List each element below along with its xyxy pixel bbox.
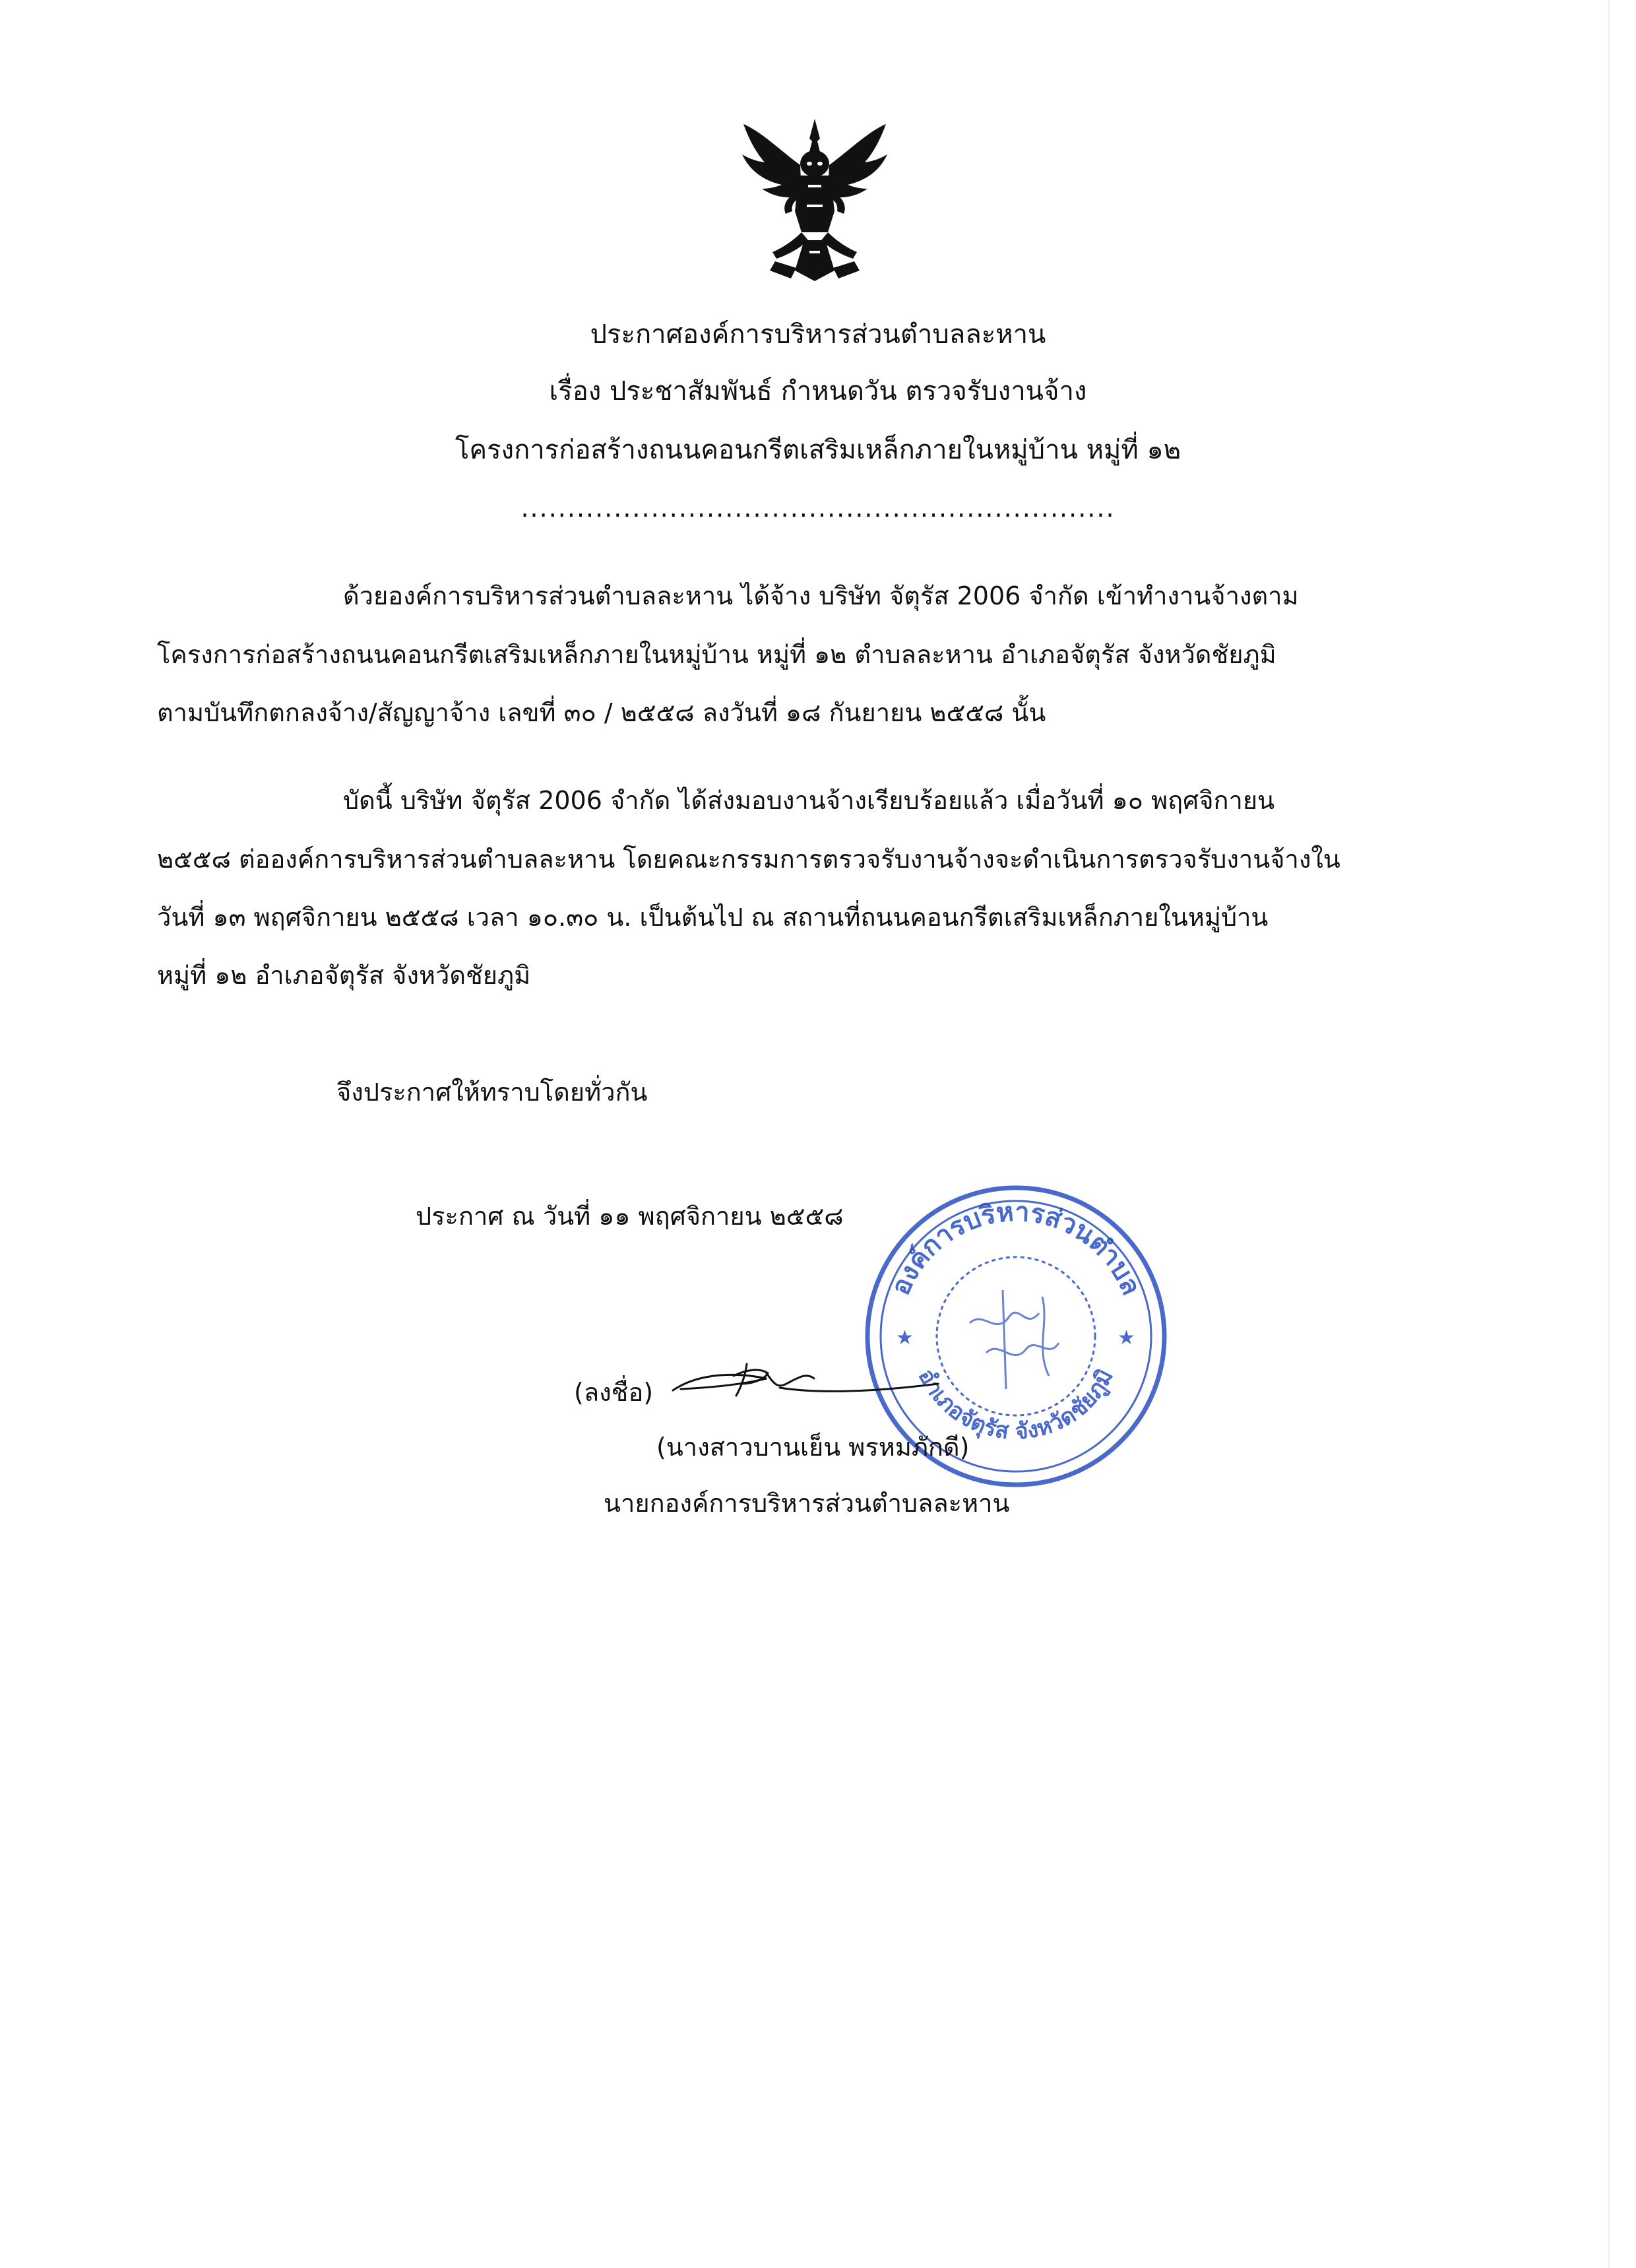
paragraph2-line4: หมู่ที่ ๑๒ อำเภอจัตุรัส จังหวัดชัยภูมิ: [157, 961, 531, 990]
paragraph1-line3: ตามบันทึกตกลงจ้าง/สัญญาจ้าง เลขที่ ๓๐ / ๒๕๕๘ ลงวันที่ ๑๘ กันยายน ๒๕๕๘ นั้น: [157, 698, 1046, 727]
svg-text:องค์การบริหารส่วนตำบล: [885, 1197, 1147, 1300]
paragraph1-line1: ด้วยองค์การบริหารส่วนตำบลละหาน ได้จ้าง บริษัท จัตุรัส 2006 จำกัด เข้าทำงานจ้างตาม: [343, 581, 1299, 610]
paragraph2-line1: บัดนี้ บริษัท จัตุรัส 2006 จำกัด ได้ส่งมอบงานจ้างเรียบร้อยแล้ว เมื่อวันที่ ๑๐ พฤศจิกายน: [343, 786, 1275, 815]
announcement-subject: เรื่อง ประชาสัมพันธ์ กำหนดวัน ตรวจรับงานจ้าง: [549, 376, 1087, 406]
project-title: โครงการก่อสร้างถนนคอนกรีตเสริมเหล็กภายในหมู่บ้าน หมู่ที่ ๑๒: [455, 435, 1181, 465]
seal-top-text: องค์การบริหารส่วนตำบล: [885, 1196, 1147, 1300]
paragraph1-line2: โครงการก่อสร้างถนนคอนกรีตเสริมเหล็กภายในหมู่บ้าน หมู่ที่ ๑๒ ตำบลละหาน อำเภอจัตุรัส จังหวัดชัยภูมิ: [157, 640, 1276, 669]
announcement-date: ประกาศ ณ วันที่ ๑๑ พฤศจิกายน ๒๕๕๘: [416, 1202, 844, 1231]
garuda-emblem-icon: [736, 112, 894, 290]
paragraph2-line3: วันที่ ๑๓ พฤศจิกายน ๒๕๕๘ เวลา ๑๐.๓๐ น. เป็นต้นไป ณ สถานที่ถนนคอนกรีตเสริมเหล็กภายในหมู่บ้าน: [157, 903, 1269, 932]
svg-text:★: ★: [1117, 1326, 1135, 1349]
header-separator: ................................................................: [520, 494, 1116, 523]
signer-name: (นางสาวบานเย็น พรหมภักดี): [656, 1433, 970, 1462]
seal-bottom-text: อำเภอจัตุรัส จังหวัดชัยภูมิ: [912, 1364, 1119, 1445]
closing-statement: จึงประกาศให้ทราบโดยทั่วกัน: [336, 1078, 648, 1107]
paragraph2-line2: ๒๕๕๘ ต่อองค์การบริหารส่วนตำบลละหาน โดยคณะกรรมการตรวจรับงานจ้างจะดำเนินการตรวจรับงานจ้างใน: [157, 845, 1340, 874]
signer-position: นายกองค์การบริหารส่วนตำบลละหาน: [604, 1489, 1010, 1518]
handwritten-signature: [668, 1349, 945, 1409]
sign-label: (ลงชื่อ): [574, 1378, 654, 1407]
announcement-title: ประกาศองค์การบริหารส่วนตำบลละหาน: [590, 319, 1046, 350]
svg-text:★: ★: [896, 1326, 914, 1349]
